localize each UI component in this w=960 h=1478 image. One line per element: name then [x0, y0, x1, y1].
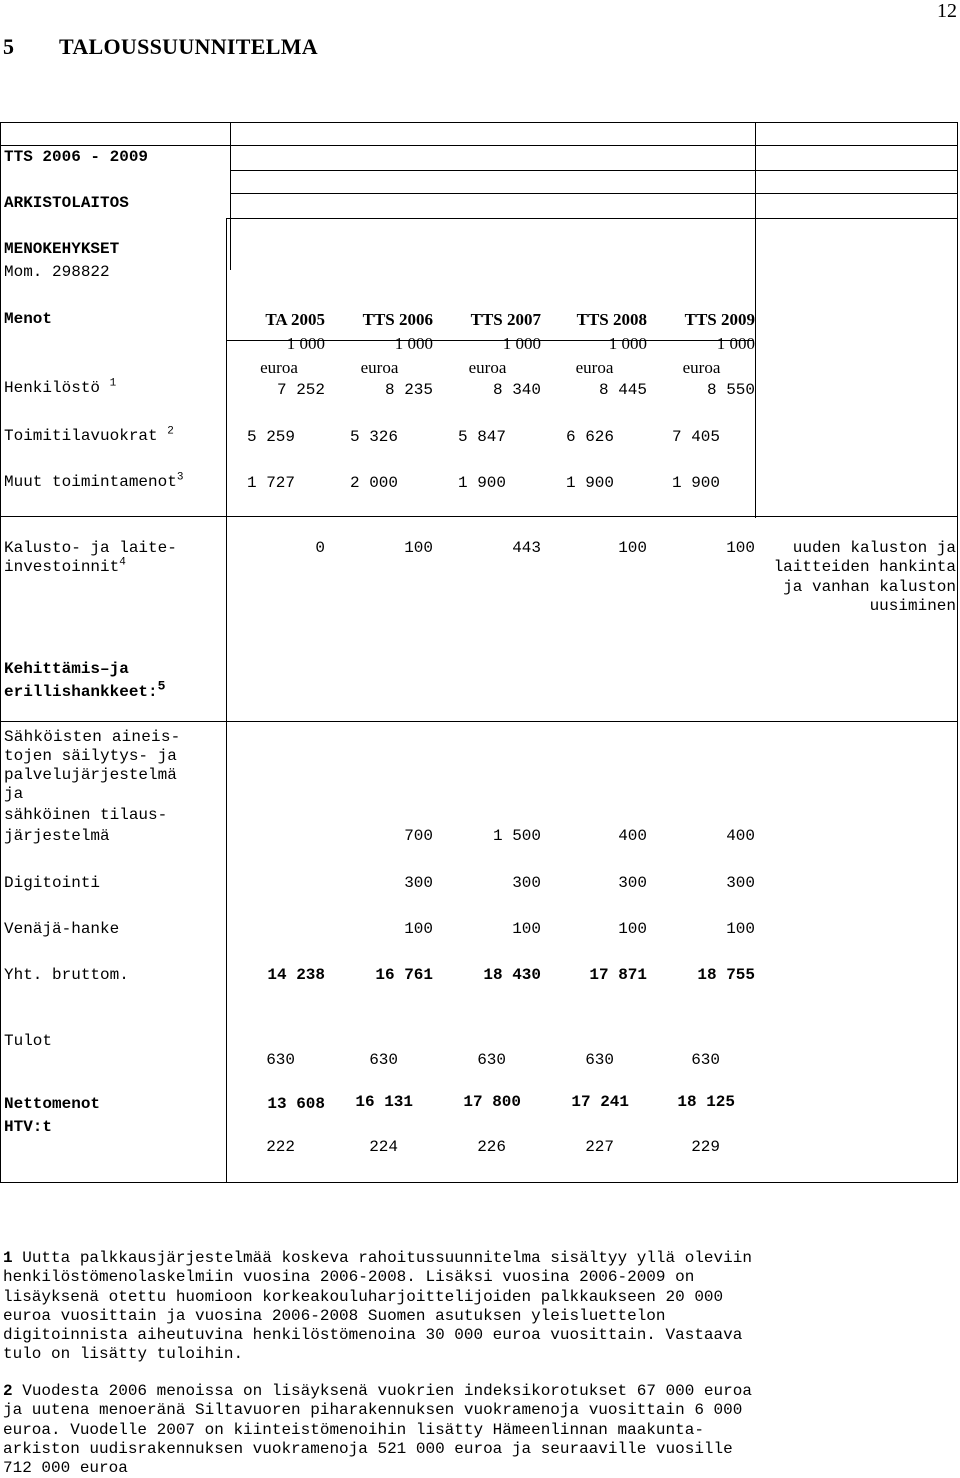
nettomenot-value-4: 17 241 — [571, 1093, 629, 1111]
row-label-digitointi: Digitointi — [4, 874, 101, 892]
sahkoisten-label-1: Sähköisten aineis- — [4, 728, 181, 746]
row-label-venaja-hanke: Venäjä-hanke — [4, 920, 120, 938]
row-label-muut-toimintamenot: Muut toimintamenot$^3$ — [4, 471, 184, 491]
grid-hline-3 — [230, 193, 957, 194]
tulot-value-5: 630 — [691, 1051, 720, 1069]
unit-1000-col-4: 1 000 — [608, 334, 647, 353]
grid-vline-left-split — [230, 123, 231, 177]
row-label-nettomenot: Nettomenot — [4, 1095, 101, 1113]
footnote-2 — [3, 1382, 958, 1478]
htv-value-5: 229 — [691, 1138, 720, 1156]
table-org: ARKISTOLAITOS — [4, 194, 129, 212]
yht-value-1: 14 238 — [267, 966, 325, 984]
unit-1000-col-1: 1 000 — [286, 334, 325, 353]
grid-vline-note — [755, 123, 756, 518]
tulot-value-1: 630 — [266, 1051, 295, 1069]
row-label-kalusto-line1: Kalusto- ja laite- — [4, 539, 177, 557]
table-title: TTS 2006 - 2009 — [4, 148, 149, 166]
venaja-value-5: 100 — [726, 920, 755, 938]
htv-value-2: 224 — [369, 1138, 398, 1156]
toimitila-value-4: 6 626 — [565, 428, 614, 446]
kalusto-value-1: 0 — [315, 539, 325, 557]
row-label-tulot: Tulot — [4, 1032, 53, 1050]
grid-hline-4 — [226, 218, 957, 219]
footnote-1 — [3, 1249, 958, 1365]
footnote-1-text: Uutta palkkausjärjestelmää koskeva rahoitussuunnitelma sisältyy yllä oleviin henkilöstömenolaskelmiin vuosina 2006-2008. Lisäksi vuosina 2006-2009 on lisäyksenä otettu huomioon korkeakouluharjoittelijoiden palkkaukseen 20 000 euroa vuosittain ja vuosina 2006-2008 Suomen asutuksen yleisluettelon digitoinnista aiheutuvina henkilöstömenoina 30 000 euroa vuosittain. Vastaava tulo on lisätty tuloihin. — [3, 1249, 752, 1364]
htv-value-3: 226 — [477, 1138, 506, 1156]
footnote-1-number: 1 — [3, 1249, 13, 1267]
unit-euroa-col-5: euroa — [682, 358, 721, 377]
header-menot: Menot — [4, 310, 53, 328]
nettomenot-value-2: 16 131 — [355, 1093, 413, 1111]
yht-value-5: 18 755 — [697, 966, 755, 984]
tulot-value-2: 630 — [369, 1051, 398, 1069]
sahkoisten-value-2: 700 — [404, 827, 433, 845]
row-label-htv: HTV:t — [4, 1118, 53, 1136]
nettomenot-value-3: 17 800 — [463, 1093, 521, 1111]
venaja-value-3: 100 — [512, 920, 541, 938]
muut-value-3: 1 900 — [457, 474, 506, 492]
row-label-henkilosto: Henkilöstö $^1$ — [4, 377, 117, 397]
sahkoisten-label-4: ja — [4, 785, 24, 803]
sahkoisten-label-2: tojen säilytys- ja — [4, 747, 177, 765]
row-label-kehittamis-line2: erillishankkeet:$^5$ — [4, 678, 166, 701]
toimitila-value-3: 5 847 — [457, 428, 506, 446]
grid-vline-left-split-2 — [230, 170, 231, 270]
unit-euroa-col-3: euroa — [468, 358, 507, 377]
footnote-2-number: 2 — [3, 1382, 13, 1400]
table-frame: MENOKEHYKSET — [4, 240, 120, 258]
htv-value-4: 227 — [585, 1138, 614, 1156]
unit-1000-col-2: 1 000 — [394, 334, 433, 353]
kalusto-value-2: 100 — [404, 539, 433, 557]
grid-hline-1 — [1, 145, 957, 146]
grid-hline-2 — [230, 170, 957, 171]
htv-value-1: 222 — [266, 1138, 295, 1156]
section-number: 5 — [3, 34, 15, 59]
toimitila-value-2: 5 326 — [349, 428, 398, 446]
header-col-2: TTS 2006 — [362, 310, 433, 329]
venaja-value-2: 100 — [404, 920, 433, 938]
muut-value-5: 1 900 — [671, 474, 720, 492]
grid-vline-main — [226, 219, 227, 1183]
kalusto-note: uuden kaluston ja laitteiden hankinta ja vanhan kaluston uusiminen — [773, 539, 956, 615]
grid-hline-7 — [1, 721, 957, 722]
nettomenot-value-1: 13 608 — [267, 1095, 325, 1113]
row-label-kalusto-line2: investoinnit$^4$ — [4, 556, 126, 576]
digitointi-value-5: 300 — [726, 874, 755, 892]
unit-euroa-col-2: euroa — [360, 358, 399, 377]
header-col-1: TA 2005 — [265, 310, 325, 329]
sahkoisten-label-5: sähköinen tilaus- — [4, 806, 168, 824]
kalusto-value-3: 443 — [512, 539, 541, 557]
henkilosto-value-1: 7 252 — [276, 381, 325, 399]
sahkoisten-label-6: järjestelmä — [4, 827, 110, 845]
yht-value-3: 18 430 — [483, 966, 541, 984]
budget-table — [0, 122, 958, 1183]
muut-value-4: 1 900 — [565, 474, 614, 492]
unit-euroa-col-1: euroa — [260, 358, 298, 377]
unit-1000-col-5: 1 000 — [716, 334, 755, 353]
unit-1000-col-3: 1 000 — [502, 334, 541, 353]
tulot-value-4: 630 — [585, 1051, 614, 1069]
header-col-4: TTS 2008 — [576, 310, 647, 329]
digitointi-value-4: 300 — [618, 874, 647, 892]
sahkoisten-label-3: palvelujärjestelmä — [4, 766, 177, 784]
page-number: 12 — [937, 0, 957, 22]
yht-value-2: 16 761 — [375, 966, 433, 984]
header-col-5: TTS 2009 — [684, 310, 755, 329]
venaja-value-4: 100 — [618, 920, 647, 938]
nettomenot-value-5: 18 125 — [677, 1093, 735, 1111]
henkilosto-value-4: 8 445 — [598, 381, 647, 399]
unit-euroa-col-4: euroa — [575, 358, 614, 377]
kalusto-value-4: 100 — [618, 539, 647, 557]
grid-hline-6 — [1, 516, 957, 517]
row-label-kehittamis-line1: Kehittämis–ja — [4, 660, 129, 678]
toimitila-value-5: 7 405 — [671, 428, 720, 446]
footnote-2-text: Vuodesta 2006 menoissa on lisäyksenä vuokrien indeksikorotukset 67 000 euroa ja uutena menoeränä Siltavuoren piharakennuksen vuokramenoja vuosittain 6 000 euroa. Vuodelle 2007 on kiinteistömenoihin lisätty Hämeenlinnan maakunta- arkiston uudisrakennuksen vuokramenoja 521 000 euroa ja seuraaville vuosille 712 000 euroa — [3, 1382, 752, 1478]
yht-value-4: 17 871 — [589, 966, 647, 984]
section-title: TALOUSSUUNNITELMA — [59, 34, 318, 59]
digitointi-value-3: 300 — [512, 874, 541, 892]
kalusto-value-5: 100 — [726, 539, 755, 557]
sahkoisten-value-5: 400 — [726, 827, 755, 845]
row-label-toimitilavuokrat: Toimitilavuokrat $^2$ — [4, 425, 174, 445]
henkilosto-value-3: 8 340 — [492, 381, 541, 399]
table-moment: Mom. 298822 — [4, 263, 110, 281]
muut-value-2: 2 000 — [349, 474, 398, 492]
row-label-yht-bruttom: Yht. bruttom. — [4, 966, 129, 984]
sahkoisten-value-3: 1 500 — [492, 827, 541, 845]
toimitila-value-1: 5 259 — [246, 428, 295, 446]
header-col-3: TTS 2007 — [470, 310, 541, 329]
henkilosto-value-2: 8 235 — [384, 381, 433, 399]
tulot-value-3: 630 — [477, 1051, 506, 1069]
section-heading — [3, 34, 318, 60]
digitointi-value-2: 300 — [404, 874, 433, 892]
henkilosto-value-5: 8 550 — [706, 381, 755, 399]
sahkoisten-value-4: 400 — [618, 827, 647, 845]
muut-value-1: 1 727 — [246, 474, 295, 492]
